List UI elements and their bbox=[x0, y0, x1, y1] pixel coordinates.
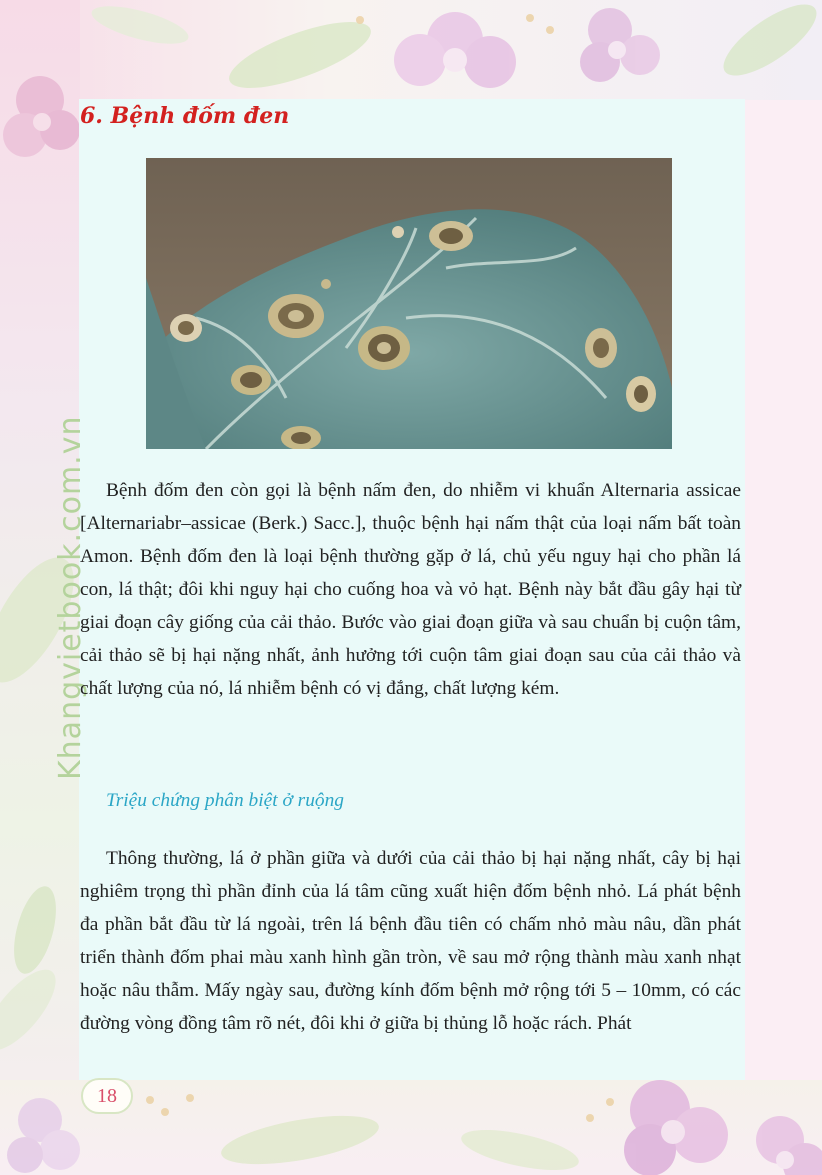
subheading: Triệu chứng phân biệt ở ruộng bbox=[106, 790, 344, 811]
flower-icon bbox=[580, 8, 660, 82]
watermark: Khangvietbook.com.vn bbox=[53, 415, 88, 780]
cabbage-leaf-black-spot-photo bbox=[146, 158, 672, 449]
paragraph-1: Bệnh đốm đen còn gọi là bệnh nấm đen, do nhiễm vi khuẩn Alternaria assicae [Alternariabr–assicae (Berk.) Sacc.], thuộc bệnh hại nấm thật của loại nấm bất toàn Amon. Bệnh đốm đen là loại bệnh thường gặp ở lá, chủ yếu nguy hại cho phần lá con, lá thật; đôi khi nguy hại cho cuống hoa và vỏ hạt. Bệnh này bắt đầu gây hại từ giai đoạn cây giống của cải thảo. Bước vào giai đoạn giữa và sau chuẩn bị cuộn tâm, cải thảo sẽ bị hại nặng nhất, ảnh hưởng tới cuộn tâm giai đoạn sau của cải thảo và chất lượng của nó, lá nhiễm bệnh có vị đắng, chất lượng kém. bbox=[80, 480, 741, 699]
page-number: 18 bbox=[81, 1078, 133, 1114]
flower-icon bbox=[3, 76, 80, 157]
paragraph-2: Thông thường, lá ở phần giữa và dưới của cải thảo bị hại nặng nhất, cây bị hại nghiêm trọng thì phần đỉnh của lá tâm cũng xuất hiện đốm bệnh nhỏ. Lá phát bệnh đa phần bắt đầu từ lá ngoài, trên lá bệnh đầu tiên có chấm nhỏ màu nâu, dần phát triển thành đốm phai màu xanh hình gần tròn, về sau mở rộng thành màu xanh nhạt hoặc nâu thẫm. Mấy ngày sau, đường kính đốm bệnh mở rộng tới 5 – 10mm, có các đường vòng đồng tâm rõ nét, đôi khi ở giữa bị thủng lỗ hoặc rách. Phát bbox=[80, 848, 741, 1034]
flower-icon bbox=[624, 1080, 728, 1175]
leaf-icon bbox=[218, 1106, 582, 1175]
flower-icon bbox=[7, 1098, 80, 1173]
section-title: 6. Bệnh đốm đen bbox=[80, 103, 290, 129]
flower-icon bbox=[394, 12, 516, 88]
flower-icon bbox=[756, 1116, 822, 1175]
